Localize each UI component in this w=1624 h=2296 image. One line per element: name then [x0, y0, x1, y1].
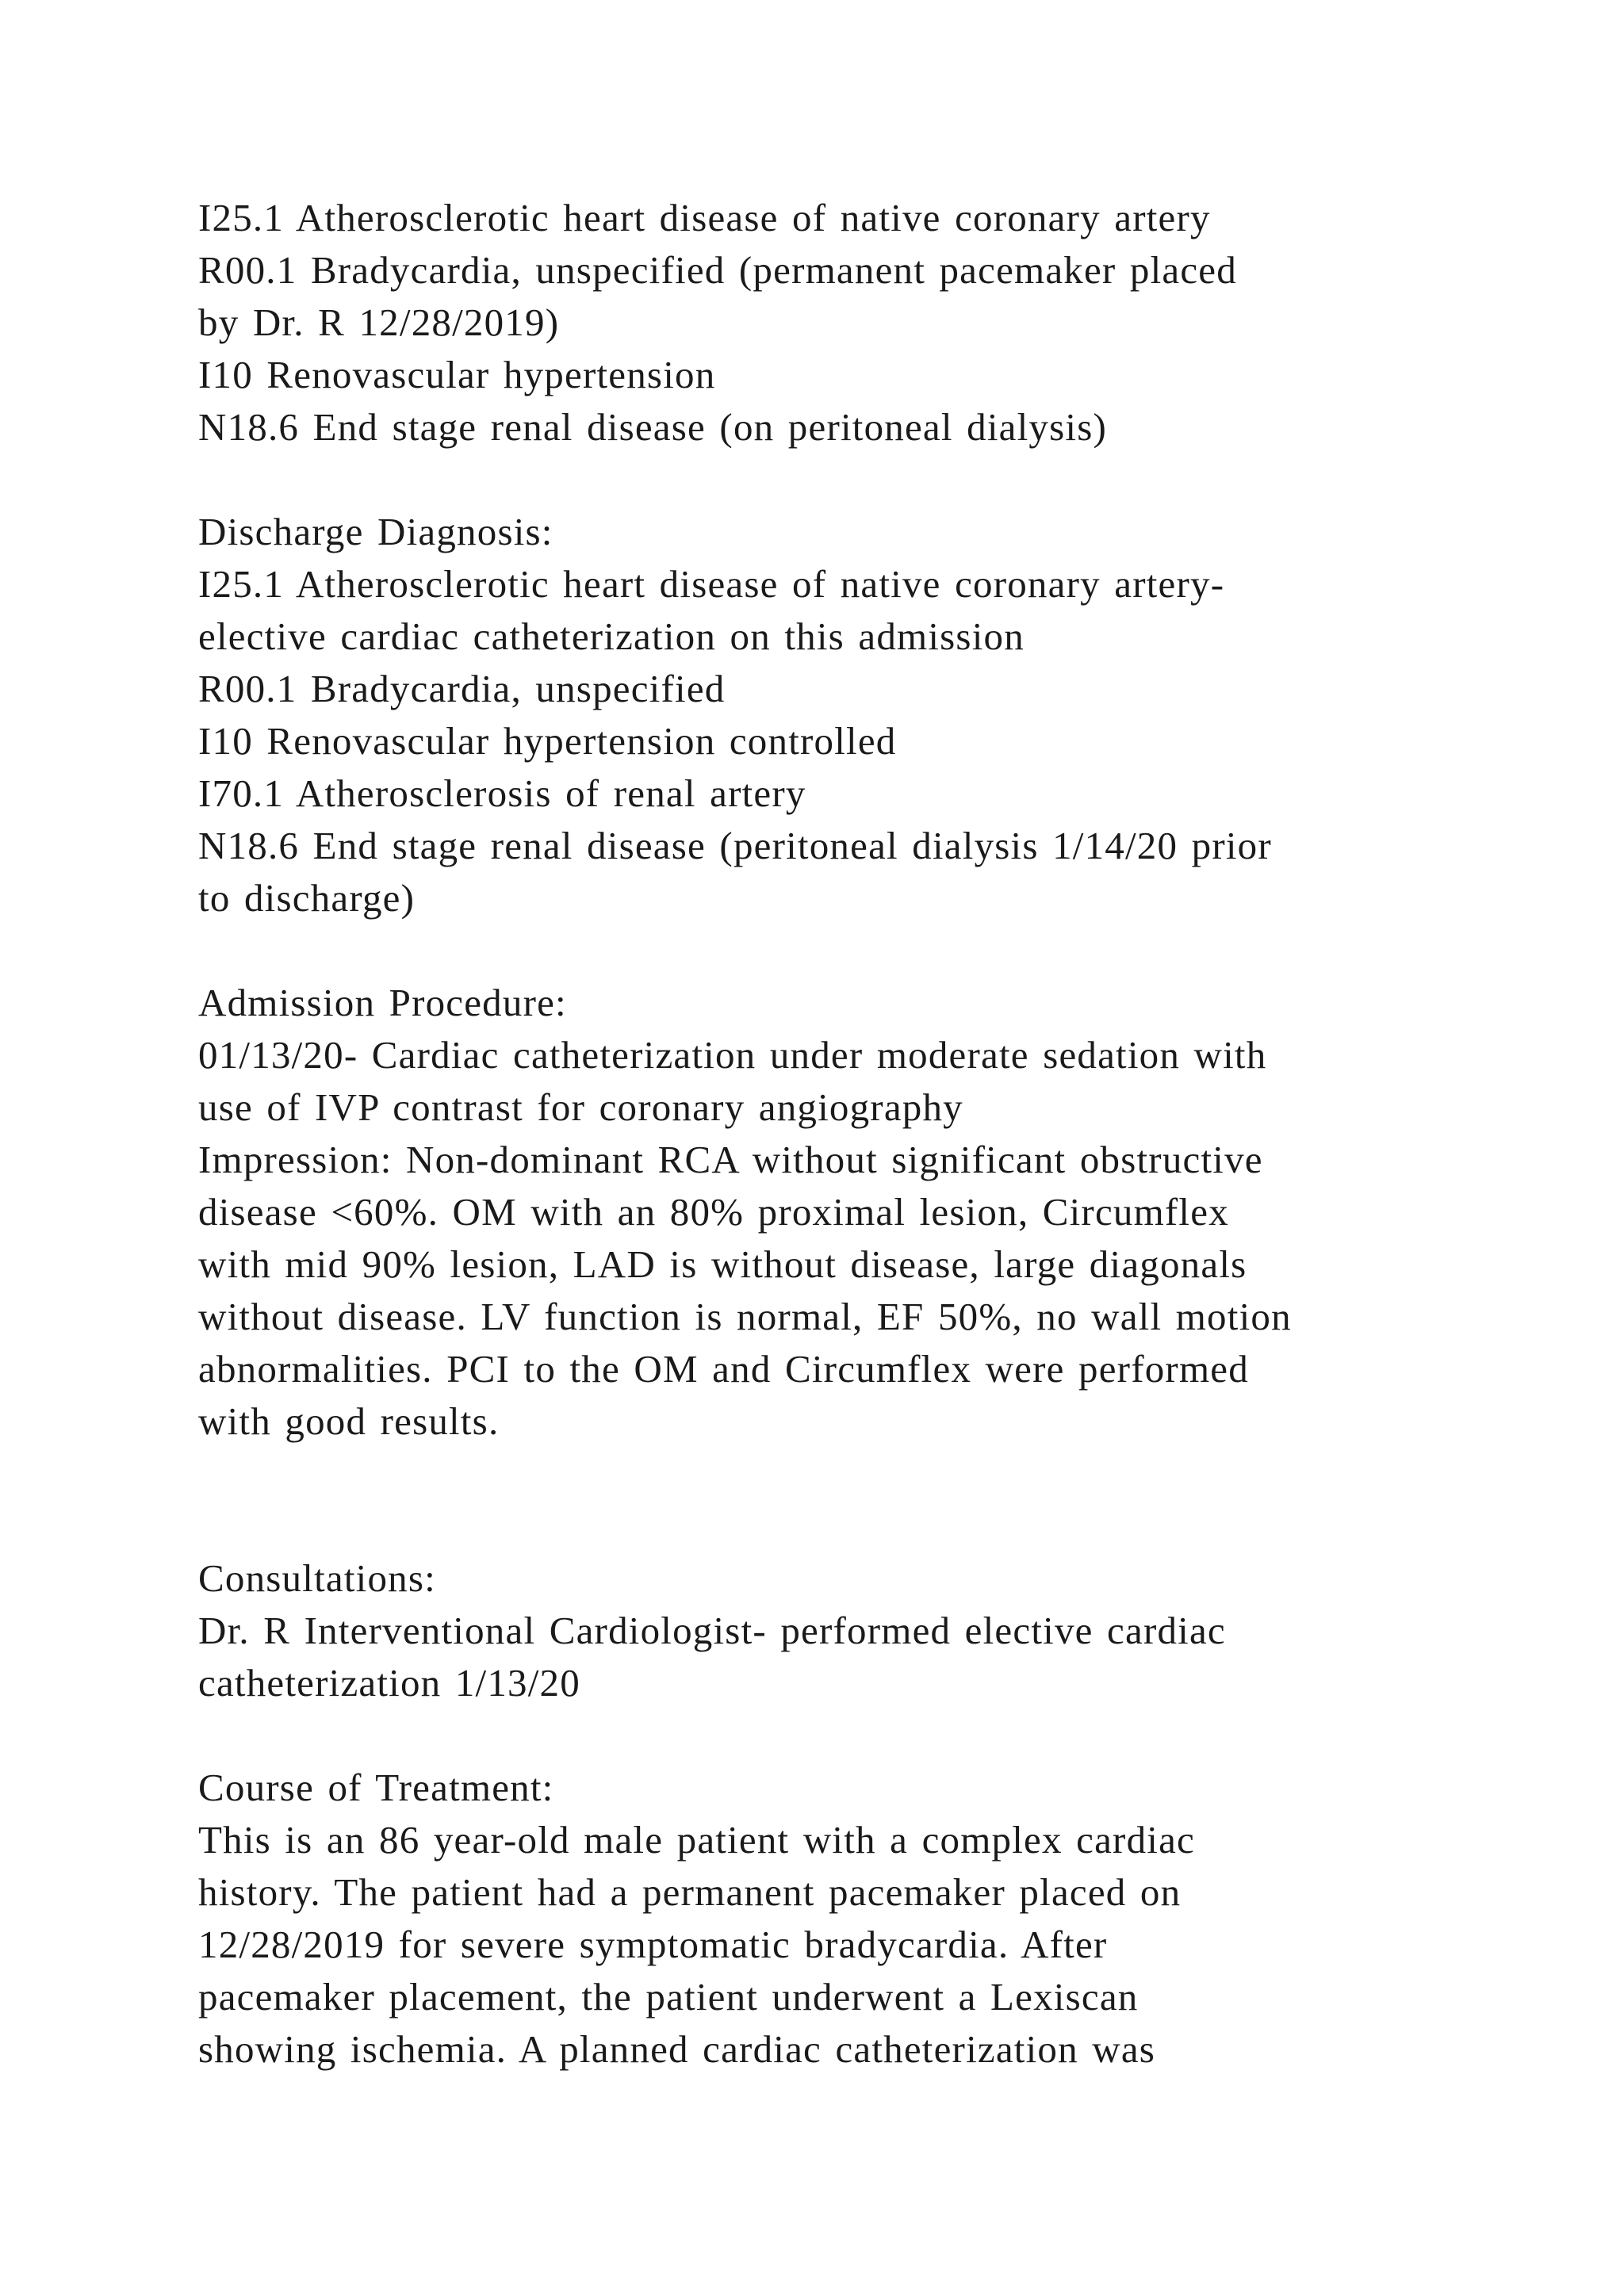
section-heading: Admission Procedure: [198, 981, 567, 1024]
procedure-line: disease <60%. OM with an 80% proximal lesion, Circumflex [198, 1190, 1229, 1234]
procedure-line: with good results. [198, 1399, 500, 1443]
diagnosis-line: elective cardiac catheterization on this admission [198, 614, 1025, 658]
spacer [198, 453, 1515, 506]
consultation-line: Dr. R Interventional Cardiologist- performed elective cardiac [198, 1609, 1226, 1652]
diagnosis-line: R00.1 Bradycardia, unspecified [198, 667, 726, 710]
admission-procedure-section [198, 977, 1515, 1448]
spacer [198, 1448, 1515, 1552]
discharge-diagnosis-section [198, 506, 1515, 924]
course-of-treatment-section [198, 1762, 1515, 2076]
procedure-line: abnormalities. PCI to the OM and Circumflex were performed [198, 1347, 1249, 1391]
section-heading: Consultations: [198, 1556, 436, 1600]
section-heading: Discharge Diagnosis: [198, 510, 553, 553]
procedure-line: Impression: Non-dominant RCA without significant obstructive [198, 1138, 1263, 1181]
treatment-line: pacemaker placement, the patient underwent a Lexiscan [198, 1975, 1139, 2019]
treatment-line: 12/28/2019 for severe symptomatic bradycardia. After [198, 1923, 1108, 1966]
treatment-line: showing ischemia. A planned cardiac catheterization was [198, 2027, 1156, 2071]
spacer [198, 924, 1515, 977]
procedure-line: 01/13/20- Cardiac catheterization under moderate sedation with [198, 1033, 1267, 1077]
document-page [198, 192, 1515, 2076]
diagnosis-line: N18.6 End stage renal disease (peritoneal dialysis 1/14/20 prior [198, 824, 1272, 867]
consultations-section [198, 1552, 1515, 1709]
consultation-line: catheterization 1/13/20 [198, 1661, 580, 1705]
diagnosis-line: I25.1 Atherosclerotic heart disease of native coronary artery [198, 196, 1211, 239]
diagnosis-line: R00.1 Bradycardia, unspecified (permanent pacemaker placed [198, 248, 1237, 292]
procedure-line: without disease. LV function is normal, EF 50%, no wall motion [198, 1295, 1292, 1338]
diagnosis-line: by Dr. R 12/28/2019) [198, 300, 560, 344]
admitting-diagnoses-section [198, 192, 1515, 453]
diagnosis-line: I25.1 Atherosclerotic heart disease of native coronary artery- [198, 562, 1225, 606]
section-heading: Course of Treatment: [198, 1766, 554, 1809]
diagnosis-line: N18.6 End stage renal disease (on peritoneal dialysis) [198, 405, 1107, 449]
treatment-line: history. The patient had a permanent pacemaker placed on [198, 1870, 1182, 1914]
treatment-line: This is an 86 year-old male patient with a complex cardiac [198, 1818, 1195, 1862]
diagnosis-line: I10 Renovascular hypertension controlled [198, 719, 897, 763]
procedure-line: use of IVP contrast for coronary angiography [198, 1085, 963, 1129]
procedure-line: with mid 90% lesion, LAD is without disease, large diagonals [198, 1242, 1247, 1286]
diagnosis-line: to discharge) [198, 876, 416, 920]
diagnosis-line: I10 Renovascular hypertension [198, 353, 716, 396]
diagnosis-line: I70.1 Atherosclerosis of renal artery [198, 771, 806, 815]
spacer [198, 1709, 1515, 1762]
